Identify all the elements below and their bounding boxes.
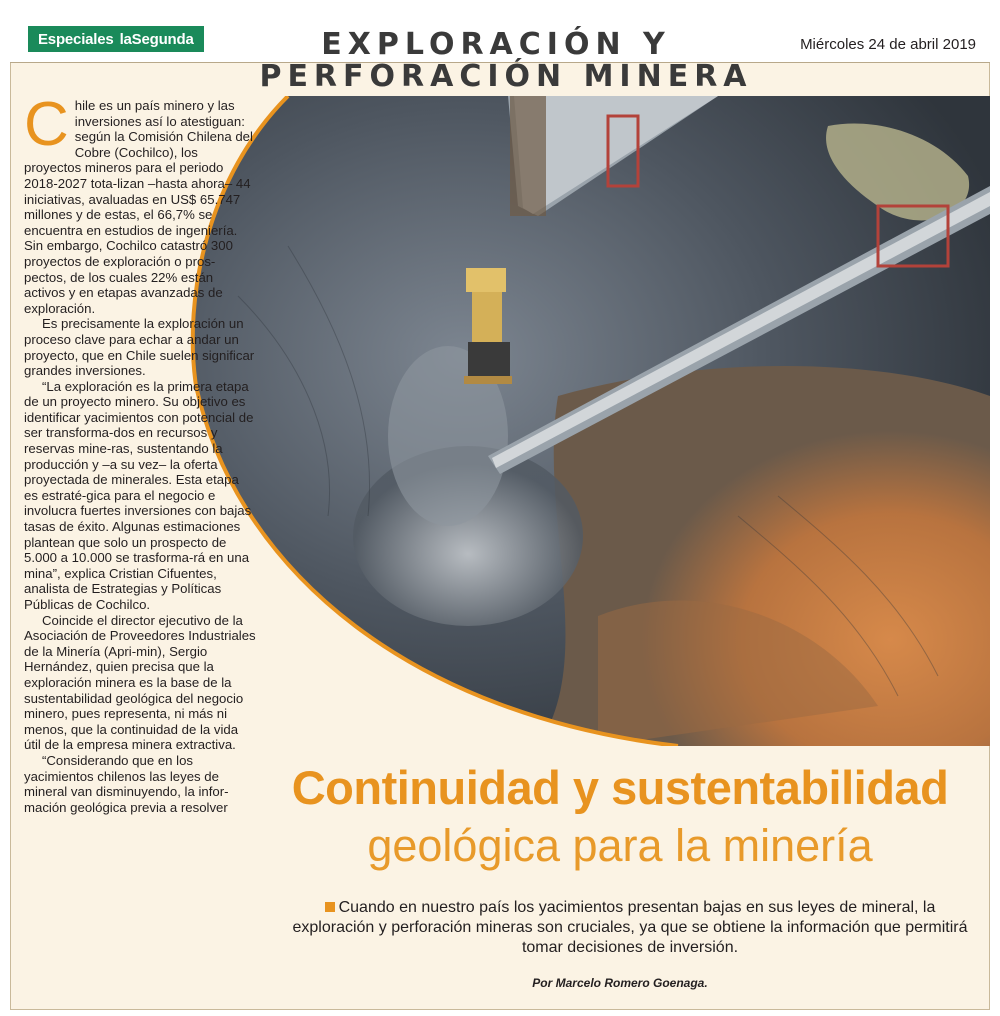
mine-photo-illustration xyxy=(178,96,990,746)
lede-paragraph: Cuando en nuestro país los yacimientos presentan bajas en sus leyes de mineral, la exploración y perforación mineras son cruciales, ya que se obtiene la información que permitirá tomar decisiones de inversión. xyxy=(292,899,968,956)
paragraph-3: “La exploración es la primera etapa de un proyecto minero. Su objetivo es identificar yacimientos con potencial de ser transforma-dos en recursos y reservas mine-ras, sustentando la producción y –a su vez– la oferta proyectada de minerales. Esta etapa es estraté-gica para el negocio e involucra fuertes inversiones con bajas tasas de éxito. Algunas estimaciones plantean que solo un prospecto de 5.000 a 10.000 se trasforma-rá en una mina”, explica Cristian Cifuentes, analista de Estrategias y Políticas Públicas de Cochilco. xyxy=(24,378,254,612)
author-byline: Por Marcelo Romero Goenaga. xyxy=(532,976,708,990)
paragraph-2: Es precisamente la exploración un proceso clave para echar a andar un proyecto, que en Chile suelen significar grandes inversiones. xyxy=(24,316,255,379)
article-body xyxy=(24,90,256,815)
photo-content xyxy=(178,96,990,746)
logo-section-label: Especiales xyxy=(38,30,114,48)
section-title-line1: EXPLORACIÓN Y xyxy=(321,27,671,62)
issue-date: Miércoles 24 de abril 2019 xyxy=(800,36,976,53)
paragraph-1: Chile es un país minero y las inversiones así lo atestiguan: según la Comisión Chilena del Cobre (Cochilco), los proyectos mineros para el periodo 2018-2027 tota-lizan –hasta ahora– 44 iniciativas, avaluadas en US$ 65.747 millones y de estas, el 66,7% se encuentra en estudios de ingeniería. Sin embargo, Cochilco catastró 300 proyectos de exploración o pros-pectos, de los cuales 22% están activos y en etapas avanzadas de exploración. xyxy=(24,90,253,316)
drop-cap: C xyxy=(24,90,69,159)
mine-aerial-photo xyxy=(178,96,990,746)
paragraph-5: “Considerando que en los yacimientos chilenos las leyes de mineral van disminuyendo, la infor-mación geológica previa a resolver xyxy=(24,752,229,815)
square-bullet-icon xyxy=(325,902,335,912)
headline-sub: geológica para la minería xyxy=(367,820,873,871)
paragraph-4: Coincide el director ejecutivo de la Asociación de Proveedores Industriales de la Minería (Apri-min), Sergio Hernández, quien precisa que la exploración minera es la base de la sustentabilidad geológica del negocio minero, pues representa, ni más ni menos, que la continuidad de la vida útil de la empresa minera extractiva. xyxy=(24,612,256,753)
logo-brand-label: laSegunda xyxy=(119,30,194,48)
headline-main: Continuidad y sustentabilidad xyxy=(291,761,949,814)
section-title-line2: PERFORACIÓN MINERA xyxy=(259,59,753,94)
